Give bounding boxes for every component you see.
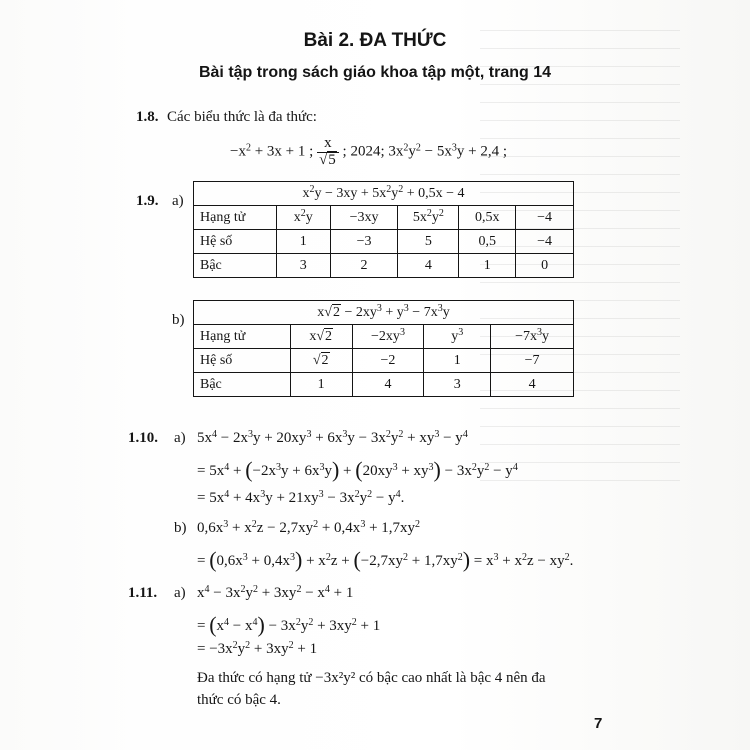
table-cell: 4 xyxy=(398,254,459,278)
table-cell: 1 xyxy=(459,254,516,278)
table-row xyxy=(194,373,574,397)
page-number: 7 xyxy=(594,715,603,732)
exercise-1-11-number: 1.11. xyxy=(128,585,158,601)
table-cell: 4 xyxy=(352,373,424,397)
exercise-1-9-part-b: b) xyxy=(172,312,185,328)
exercise-1-8-number: 1.8. xyxy=(136,109,159,125)
table-1-9-b-header: $x√2 - 2xy^3 + y^3 - 7x^3y$ xyxy=(194,301,574,325)
table-cell: −7 xyxy=(491,349,574,373)
table-cell: Hệ số xyxy=(194,230,277,254)
table-cell: x√2 xyxy=(290,325,352,349)
exercise-1-10-b-line-2: = $(0,6x^3 + 0,4x^3) + x^2z + (-2,7xy^2 + 1,7xy^2) = x^3 + x^2z - xy^2$. xyxy=(197,547,574,572)
exercise-1-11-part-a: a) xyxy=(174,585,186,601)
table-cell: 5 xyxy=(398,230,459,254)
table-cell: 1 xyxy=(276,230,330,254)
exercise-1-10-a-line-2: = $5x^4 + (-2x^3y + 6x^3y) + (20xy^3 + xy^3) - 3x^2y^2 - y^4$ xyxy=(197,457,518,482)
table-cell: $-7x^3y$ xyxy=(491,325,574,349)
table-cell: −4 xyxy=(516,206,574,230)
table-cell: Hạng tử xyxy=(194,206,277,230)
lesson-title: Bài 2. ĐA THỨC xyxy=(303,30,447,51)
exercise-1-11-line-3: = $-3x^2y^2 + 3xy^2 + 1$ xyxy=(197,640,318,657)
table-cell: 0,5x xyxy=(459,206,516,230)
exercise-1-8-text: Các biểu thức là đa thức: xyxy=(167,109,317,125)
exercise-1-8-expressions: $-x^2 + 3x + 1$ ; $\frac{x}{√5}$ ; 2024; $3x^2y^2 - 5x^3y + 2,4$ ; xyxy=(230,135,507,168)
table-cell: $-2xy^3$ xyxy=(352,325,424,349)
exercise-1-11-conclusion-2: thức có bậc 4. xyxy=(197,692,281,708)
exercise-1-10-a-line-1: $5x^4 - 2x^3y + 20xy^3 + 6x^3y - 3x^2y^2 + xy^3 - y^4$ xyxy=(197,429,468,446)
table-cell: 3 xyxy=(276,254,330,278)
exercise-1-10-a-line-3: = $5x^4 + 4x^3y + 21xy^3 - 3x^2y^2 - y^4$. xyxy=(197,489,405,506)
exercise-1-9-number: 1.9. xyxy=(136,193,159,209)
table-cell: −3 xyxy=(330,230,398,254)
table-row xyxy=(194,206,574,230)
exercise-1-10-number: 1.10. xyxy=(128,430,158,446)
table-cell: 3 xyxy=(424,373,491,397)
table-cell: Bậc xyxy=(194,373,291,397)
exercise-1-11-line-2: = $(x^4 - x^4) - 3x^2y^2 + 3xy^2 + 1$ xyxy=(197,612,381,637)
table-row xyxy=(194,230,574,254)
table-cell: $5x^2y^2$ xyxy=(398,206,459,230)
exercise-1-11-conclusion-1: Đa thức có hạng tử −3x²y² có bậc cao nhất là bậc 4 nên đa xyxy=(197,670,546,686)
table-cell: −2 xyxy=(352,349,424,373)
exercise-1-10-part-a: a) xyxy=(174,430,186,446)
table-cell: Hệ số xyxy=(194,349,291,373)
exercise-1-10-part-b: b) xyxy=(174,520,187,536)
table-1-9-a-header: $x^2y - 3xy + 5x^2y^2 + 0,5x - 4$ xyxy=(194,182,574,206)
table-row xyxy=(194,254,574,278)
exercise-1-11-line-1: $x^4 - 3x^2y^2 + 3xy^2 - x^4 + 1$ xyxy=(197,584,354,601)
exercise-1-10-b-line-1: $0,6x^3 + x^2z - 2,7xy^2 + 0,4x^3 + 1,7xy^2$ xyxy=(197,519,421,536)
table-row xyxy=(194,325,574,349)
table-1-9-a xyxy=(193,181,574,278)
table-row xyxy=(194,349,574,373)
table-cell: $y^3$ xyxy=(424,325,491,349)
table-cell: −3xy xyxy=(330,206,398,230)
table-cell: 1 xyxy=(424,349,491,373)
table-cell: $x^2y$ xyxy=(276,206,330,230)
table-1-9-b xyxy=(193,300,574,397)
table-cell: Hạng tử xyxy=(194,325,291,349)
table-cell: 4 xyxy=(491,373,574,397)
table-cell: Bậc xyxy=(194,254,277,278)
table-cell: 0 xyxy=(516,254,574,278)
table-cell: 0,5 xyxy=(459,230,516,254)
table-cell: 1 xyxy=(290,373,352,397)
table-cell: 2 xyxy=(330,254,398,278)
table-cell: √2 xyxy=(290,349,352,373)
exercise-1-9-part-a: a) xyxy=(172,193,184,209)
table-cell: −4 xyxy=(516,230,574,254)
lesson-subtitle: Bài tập trong sách giáo khoa tập một, trang 14 xyxy=(198,64,552,81)
